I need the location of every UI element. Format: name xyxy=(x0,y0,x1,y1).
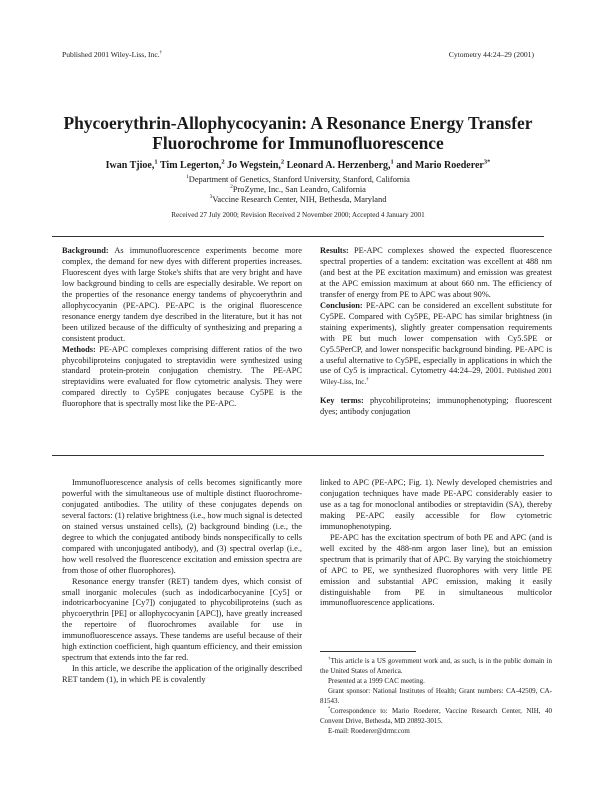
received-dates: Received 27 July 2000; Revision Received 2 November 2000; Accepted 4 January 2001 xyxy=(171,211,425,219)
author-list: Iwan Tjioe,$^1$ Tim Legerton,$^2$ Jo Wegstein,$^2$ Leonard A. Herzenberg,$^1$ and Mario Roederer$^{3*}$ xyxy=(105,158,491,171)
footnote: Grant sponsor: National Institutes of Health; Grant numbers: CA-42509, CA-81543. xyxy=(320,687,552,705)
footnote-email: E-mail: Roederer@drmr.com xyxy=(328,727,410,735)
abstract-results: Results: PE-APC complexes showed the expected fluorescence spectral properties of a tandem: excitation was excellent at 488 nm (and best at the PE excitation maximum) and emission was greatest at the APC emission maximum at about 660 nm. The efficiency of transfer of energy from PE to APC was about 90%. xyxy=(320,246,552,299)
affiliation: $^3$Vaccine Research Center, NIH, Bethesda, Maryland xyxy=(209,194,387,204)
affiliation: $^2$ProZyme, Inc., San Leandro, California xyxy=(230,184,366,194)
footnote: Presented at a 1999 CAC meeting. xyxy=(328,677,425,685)
footnotes xyxy=(320,656,552,736)
abstract-methods: Methods: PE-APC complexes comprising different ratios of the two phycobiliproteins conjugated to streptavidin were synthesized using standard protein-protein conjugation chemistry. The PE-APC streptavidins were evaluated for flow cytometric analysis. They were compared directly to Cy5PE conjugates because Cy5PE is the fluorophore that is spectrally most like the PE-APC. xyxy=(62,344,303,409)
author: Tim Legerton, xyxy=(159,160,222,171)
affiliation: $^1$Department of Genetics, Stanford University, Stanford, California xyxy=(186,174,410,184)
footnote-divider xyxy=(320,651,416,652)
body-paragraph: linked to APC (PE-APC; Fig. 1). Newly developed chemistries and conjugation techniques have made PE-APC considerably easier to use as a tag for monoclonal antibodies or streptavidin (SA), thereby making PE-APC easily accessible for flow cytometric immunophenotyping. xyxy=(320,478,552,531)
copyright-line: Published 2001 Wiley-Liss, Inc.† xyxy=(320,367,552,387)
footnote: †This article is a US government work and, as such, is in the public domain in the United States of America. xyxy=(320,655,552,675)
abstract-conclusion: Conclusion: PE-APC can be considered an excellent substitute for Cy5PE. Compared with Cy5PE, PE-APC has similar brightness (in staining experiments), slightly greater compensation requirements with PE but much lower compensation with Cy5.5PE or Cy5.5PerCP, and lower nonspecific background binding. PE-APC is a useful alternative to Cy5PE, especially in applications in which the use of Cy5 is impractical. Cytometry 44:24–29, 2001. Published 2001 Wiley-Liss, Inc.† xyxy=(320,300,552,387)
body-right-column xyxy=(320,478,552,609)
footnote: *Correspondence to: Mario Roederer, Vaccine Research Center, NIH, 40 Convent Drive, Bethesda, MD 20892-3015. xyxy=(320,705,552,725)
abstract-right-column xyxy=(320,246,552,418)
article-title: Phycoerythrin-Allophycocyanin: A Resonance Energy Transfer Fluorochrome for Immunofluorescence xyxy=(63,113,533,153)
author: Jo Wegstein, xyxy=(227,160,281,171)
body-left-column xyxy=(62,478,302,686)
abstract-left-column xyxy=(62,246,302,410)
key-terms: Key terms: phycobiliproteins; immunophenotyping; fluorescent dyes; antibody conjugation xyxy=(320,396,552,417)
author: Leonard A. Herzenberg, xyxy=(286,160,391,171)
body-paragraph: PE-APC has the excitation spectrum of both PE and APC (and is well excited by the 488-nm argon laser line), but an emission spectrum that is primarily that of APC. By varying the stoichiometry of APC to PE, we synthesized fluorophores with very little PE emission and substantial APC emission, making it easily distinguishable from PE in simultaneous multicolor immunofluorescence applications. xyxy=(320,532,552,608)
body-paragraph: Resonance energy transfer (RET) tandem dyes, which consist of small inorganic molecules (such as indodicarbocyanine [Cy5] or indotricarbocyanine [Cy7]) conjugated to phycobiliproteins (such as phycoerythrin [PE] or allophycocyanin [APC]), have greatly increased the repertoire of fluorochromes available for use in immunofluorescence assays. These tandems are useful because of their high extinction coefficient, high quantum efficiency, and their emission spectrum that extends into the far red. xyxy=(62,576,302,663)
abstract-background: Background: As immunofluorescence experiments become more complex, the demand for new dyes with different properties increases. Fluorescent dyes with large Stoke's shifts that are very bright and have low background binding to cells are especially desirable. We report on the properties of the resonance energy tandems of phycoerythrin and allophycocyanin (PE-APC). PE-APC is the original fluorescence resonance energy tandem dye described in the literature, but it has not been utilized because of the difficulty of synthesizing and preparing a consistent product. xyxy=(62,246,302,343)
author: Iwan Tjioe, xyxy=(105,160,155,171)
body-paragraph: Immunofluorescence analysis of cells becomes significantly more powerful with the simultaneous use of multiple distinct fluorochrome-conjugated antibodies. The utility of these conjugates depends on several factors: (1) relative brightness (i.e., how much signal is detected on stained versus unstained cells), (2) background binding (i.e., the degree to which the conjugated antibody binds nonspecifically to cells compared with unconjugated antibody), and (3) spectral overlap (i.e., how well resolved the fluorescence excitation and emission spectra are from those of other fluorophores). xyxy=(62,478,302,575)
body-paragraph: In this article, we describe the application of the originally described RET tandem (1), in which PE is covalently xyxy=(62,664,302,685)
author: and Mario Roederer xyxy=(396,160,484,171)
journal-publisher-header: Published 2001 Wiley-Liss, Inc.† xyxy=(62,50,163,59)
journal-citation-header: Cytometry 44:24–29 (2001) xyxy=(448,50,534,59)
